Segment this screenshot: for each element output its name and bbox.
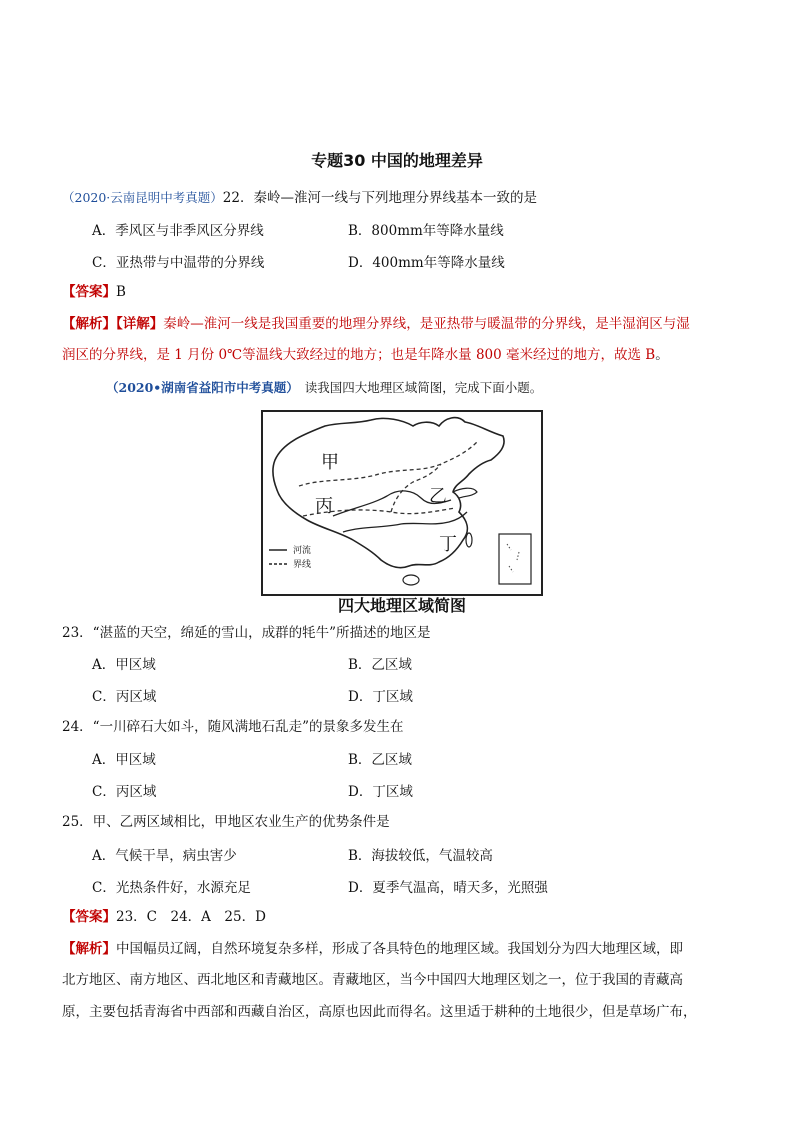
region-label-ding: 丁 <box>439 534 457 555</box>
answer-label: 【答案】 <box>62 909 116 925</box>
question-23-stem: 23．“湛蓝的天空，绵延的雪山，成群的牦牛”所描述的地区是 <box>62 625 431 641</box>
map-caption: 四大地理区域简图 <box>337 596 466 615</box>
analysis-label: 【解析】 <box>62 941 116 957</box>
region-label-bing: 丙 <box>315 496 333 517</box>
legend-river-label: 河流 <box>293 546 312 556</box>
question-24-stem: 24．“一川碎石大如斗，随风满地石乱走”的景象多发生在 <box>62 719 404 735</box>
option-b: B．海拔较低，气温较高 <box>348 848 493 864</box>
question-25-stem: 25．甲、乙两区域相比，甲地区农业生产的优势条件是 <box>62 814 390 830</box>
option-c: C．光热条件好，水源充足 <box>92 880 251 896</box>
option-c: C．丙区域 <box>92 784 157 800</box>
option-d: D．丁区域 <box>348 689 413 705</box>
option-d: D．夏季气温高，晴天多，光照强 <box>348 880 548 896</box>
region-label-jia: 甲 <box>321 452 339 473</box>
answer-value: 23．C 24．A 25．D <box>116 909 266 925</box>
group-instruction: 读我国四大地理区域简图，完成下面小题。 <box>304 380 543 395</box>
option-a: A．季风区与非季风区分界线 <box>92 223 264 239</box>
page-title: 专题30 中国的地理差异 <box>311 151 483 170</box>
group-source: （2020•湖南省益阳市中考真题） <box>106 380 299 395</box>
option-c: C．亚热带与中温带的分界线 <box>92 255 265 271</box>
analysis-line-1 <box>62 939 683 959</box>
option-b: B．800mm年等降水量线 <box>348 223 504 239</box>
analysis-line-2 <box>62 345 669 365</box>
option-a: A．甲区域 <box>92 657 156 673</box>
hainan-island <box>403 575 419 585</box>
legend-border-label: 界线 <box>293 560 312 570</box>
option-b: B．乙区域 <box>348 752 412 768</box>
group-intro <box>106 378 542 398</box>
river-line <box>343 512 467 532</box>
answer-label: 【答案】 <box>62 284 116 300</box>
south-china-sea-inset <box>499 534 531 584</box>
taiwan-island <box>466 533 472 547</box>
question-stem: 22．秦岭—淮河一线与下列地理分界线基本一致的是 <box>222 190 537 206</box>
region-label-yi: 乙 <box>429 486 447 507</box>
option-d: D．400mm年等降水量线 <box>348 255 505 271</box>
option-a: A．气候干旱，病虫害少 <box>92 848 237 864</box>
analysis-text: 润区的分界线，是 1 月份 0℃等温线大致经过的地方；也是年降水量 800 毫米经过的地方，故选 B <box>62 347 656 363</box>
answer-block <box>62 282 126 302</box>
question-source: （2020·云南昆明中考真题） <box>62 190 223 205</box>
question-22 <box>62 188 537 208</box>
option-d: D．丁区域 <box>348 784 413 800</box>
analysis-label: 【解析】【详解】 <box>62 316 164 332</box>
analysis-text: 中国幅员辽阔，自然环境复杂多样，形成了各具特色的地理区域。我国划分为四大地理区域，即 <box>116 941 683 957</box>
analysis-text: 秦岭—淮河一线是我国重要的地理分界线，是亚热带与暖温带的分界线，是半湿润区与湿 <box>163 316 690 332</box>
option-b: B．乙区域 <box>348 657 412 673</box>
analysis-text-end: 。 <box>655 347 669 363</box>
analysis-line-3: 原，主要包括青海省中西部和西藏自治区，高原也因此而得名。这里适于耕种的土地很少，但是草场广布， <box>62 1004 697 1020</box>
answer-block <box>62 907 266 927</box>
analysis-line-2: 北方地区、南方地区、西北地区和青藏地区。青藏地区，当今中国四大地理区划之一，位于我国的青藏高 <box>62 972 683 988</box>
answer-value: B <box>116 284 126 300</box>
option-a: A．甲区域 <box>92 752 156 768</box>
china-region-map <box>261 410 543 596</box>
analysis-line-1 <box>62 314 690 334</box>
option-c: C．丙区域 <box>92 689 157 705</box>
